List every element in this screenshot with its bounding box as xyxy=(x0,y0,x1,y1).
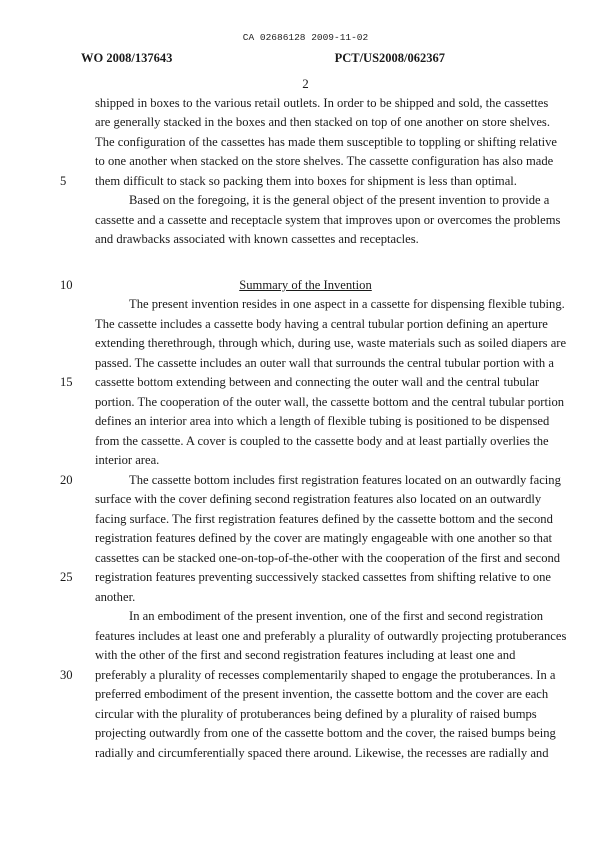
wo-number: WO 2008/137643 xyxy=(81,51,173,65)
text-line: registration features preventing successively stacked cassettes from shifting relative to one xyxy=(95,570,552,584)
text-line: features includes at least one and preferably a plurality of outwardly projecting protuberances xyxy=(95,629,567,643)
text-line: defines an interior area into which a length of flexible tubing is positioned to be dispensed xyxy=(95,414,550,428)
text-line: circular with the plurality of protuberances being defined by a plurality of raised bumps xyxy=(95,707,537,721)
line-number: 5 xyxy=(60,174,67,188)
text-line: cassette bottom extending between and connecting the outer wall and the central tubular xyxy=(95,375,540,389)
text-line: with the other of the first and second registration features including at least one and xyxy=(95,648,516,662)
text-line: The configuration of the cassettes has made them susceptible to toppling or shifting relative xyxy=(95,135,557,149)
text-line: cassettes can be stacked one-on-top-of-the-other with the cooperation of the first and second xyxy=(95,551,561,565)
text-line: facing surface. The first registration features defined by the cassette bottom and the second xyxy=(95,512,553,526)
text-line: The cassette bottom includes first registration features located on an outwardly facing xyxy=(129,473,561,487)
line-number: 15 xyxy=(60,375,73,389)
text-line: registration features defined by the cover are matingly engageable with one another so that xyxy=(95,531,553,545)
text-line: In an embodiment of the present invention, one of the first and second registration xyxy=(129,609,544,623)
text-line: Based on the foregoing, it is the general object of the present invention to provide a xyxy=(129,193,550,207)
line-number: 20 xyxy=(60,473,73,487)
text-line: are generally stacked in the boxes and then stacked on top of one another on store shelves. xyxy=(95,115,550,129)
text-line: radially and circumferentially spaced there around. Likewise, the recesses are radially and xyxy=(95,746,549,760)
section-heading: Summary of the Invention xyxy=(239,278,372,292)
line-number: 30 xyxy=(60,668,73,682)
text-line: The cassette includes a cassette body having a central tubular portion defining an aperture xyxy=(95,317,548,331)
text-line: preferably a plurality of recesses complementarily shaped to engage the protuberances. In a xyxy=(95,668,556,682)
text-line: them difficult to stack so packing them into boxes for shipment is less than optimal. xyxy=(95,174,517,188)
text-line: projecting outwardly from one of the cassette bottom and the cover, the raised bumps being xyxy=(95,726,556,740)
text-line: shipped in boxes to the various retail outlets. In order to be shipped and sold, the cassettes xyxy=(95,96,549,110)
text-line: The present invention resides in one aspect in a cassette for dispensing flexible tubing. xyxy=(129,297,565,311)
line-number: 10 xyxy=(60,278,73,292)
page-number: 2 xyxy=(302,76,309,91)
text-line: to one another when stacked on the store shelves. The cassette configuration has also made xyxy=(95,154,554,168)
text-line: and drawbacks associated with known cassettes and receptacles. xyxy=(95,232,419,246)
text-line: cassette and a cassette and receptacle system that improves upon or overcomes the problems xyxy=(95,213,561,227)
text-line: from the cassette. A cover is coupled to the cassette body and at least partially overlies the xyxy=(95,434,549,448)
text-line: passed. The cassette includes an outer wall that surrounds the central tubular portion with a xyxy=(95,356,554,370)
pct-number: PCT/US2008/062367 xyxy=(334,51,445,65)
text-line: extending therethrough, through which, during use, waste materials such as soiled diapers are xyxy=(95,336,567,350)
text-line: portion. The cooperation of the outer wall, the cassette bottom and the central tubular portion xyxy=(95,395,565,409)
text-line: interior area. xyxy=(95,453,160,467)
text-line: surface with the cover defining second registration features also located on an outwardly xyxy=(95,492,542,506)
text-line: preferred embodiment of the present invention, the cassette bottom and the cover are each xyxy=(95,687,549,701)
text-line: another. xyxy=(95,590,136,604)
line-number: 25 xyxy=(60,570,73,584)
ca-number: CA 02686128 2009-11-02 xyxy=(242,32,369,43)
